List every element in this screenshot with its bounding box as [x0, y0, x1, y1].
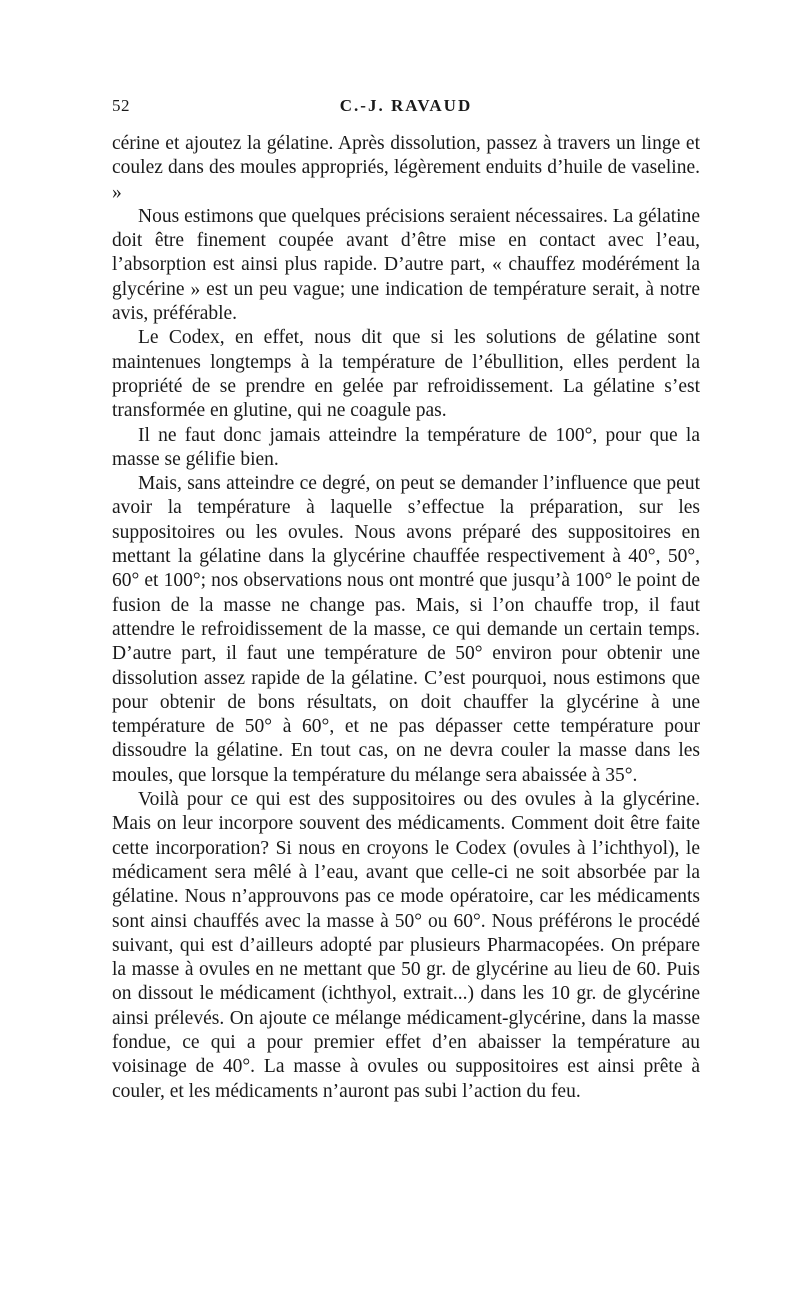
- page-header: [112, 96, 700, 126]
- running-head: C.-J. RAVAUD: [339, 96, 473, 115]
- paragraph-medicaments: Voilà pour ce qui est des suppositoires ou des ovules à la glycérine. Mais on leur incorpore souvent des médicaments. Comment doit être faite cette incorporation? Si nous en croyons le Codex (ovules à l’ichthyol), le médicament sera mêlé à l’eau, avant que celle-ci ne soit absorbée par la gélatine. Nous n’approuvons pas ce mode opératoire, car les médicaments sont ainsi chauffés avec la masse à 50° ou 60°. Nous préférons le procédé suivant, qui est d’ailleurs adopté par plusieurs Pharmacopées. On prépare la masse à ovules en ne mettant que 50 gr. de glycérine au lieu de 60. Puis on dissout le médicament (ichthyol, extrait...) dans les 10 gr. de glycérine ainsi prélevés. On ajoute ce mélange médicament-glycérine, dans la masse fondue, ce qui a pour premier effet d’en abaisser la température au voisinage de 40°. La masse à ovules ou suppositoires est ainsi prête à couler, et les médicaments n’auront pas subi l’action du feu.: [112, 789, 700, 1102]
- body-text: [112, 132, 700, 1104]
- paragraph-codex: Le Codex, en effet, nous dit que si les solutions de gélatine sont maintenues longtemps à la température de l’ébullition, elles perdent la propriété de se prendre en gelée par refroidissement. La gélatine s’est transformée en glutine, qui ne coagule pas.: [112, 327, 700, 422]
- page-number: 52: [112, 96, 130, 115]
- paragraph-temperature-limit: Il ne faut donc jamais atteindre la température de 100°, pour que la masse se gélifie bien.: [112, 424, 700, 470]
- paragraph-experiments: Mais, sans atteindre ce degré, on peut se demander l’influence que peut avoir la température à laquelle s’effectue la préparation, sur les suppositoires ou les ovules. Nous avons préparé des suppositoires en mettant la gélatine dans la glycérine chauffée respectivement à 40°, 50°, 60° et 100°; nos observations nous ont montré que jusqu’à 100° le point de fusion de la masse ne change pas. Mais, si l’on chauffe trop, il faut attendre le refroidissement de la masse, ce qui demande un certain temps. D’autre part, il faut une température de 50° environ pour obtenir une dissolution assez rapide de la gélatine. C’est pourquoi, nous estimons que pour obtenir de bons résultats, on doit chauffer la glycérine à une température de 50° à 60°, et ne pas dépasser cette température pour dissoudre la gélatine. En tout cas, on ne devra couler la masse dans les moules, que lorsque la température du mélange sera abaissée à 35°.: [112, 473, 700, 786]
- paragraph-continuation: cérine et ajoutez la gélatine. Après dissolution, passez à travers un linge et coulez dans des moules appropriés, légèrement enduits d’huile de vaseline. »: [112, 133, 700, 203]
- document-page: [112, 96, 700, 1104]
- paragraph-precisions: Nous estimons que quelques précisions seraient nécessaires. La gélatine doit être finement coupée avant d’être mise en contact avec l’eau, l’absorption est ainsi plus rapide. D’autre part, « chauffez modérément la glycérine » est un peu vague; une indication de température serait, à notre avis, préférable.: [112, 205, 700, 325]
